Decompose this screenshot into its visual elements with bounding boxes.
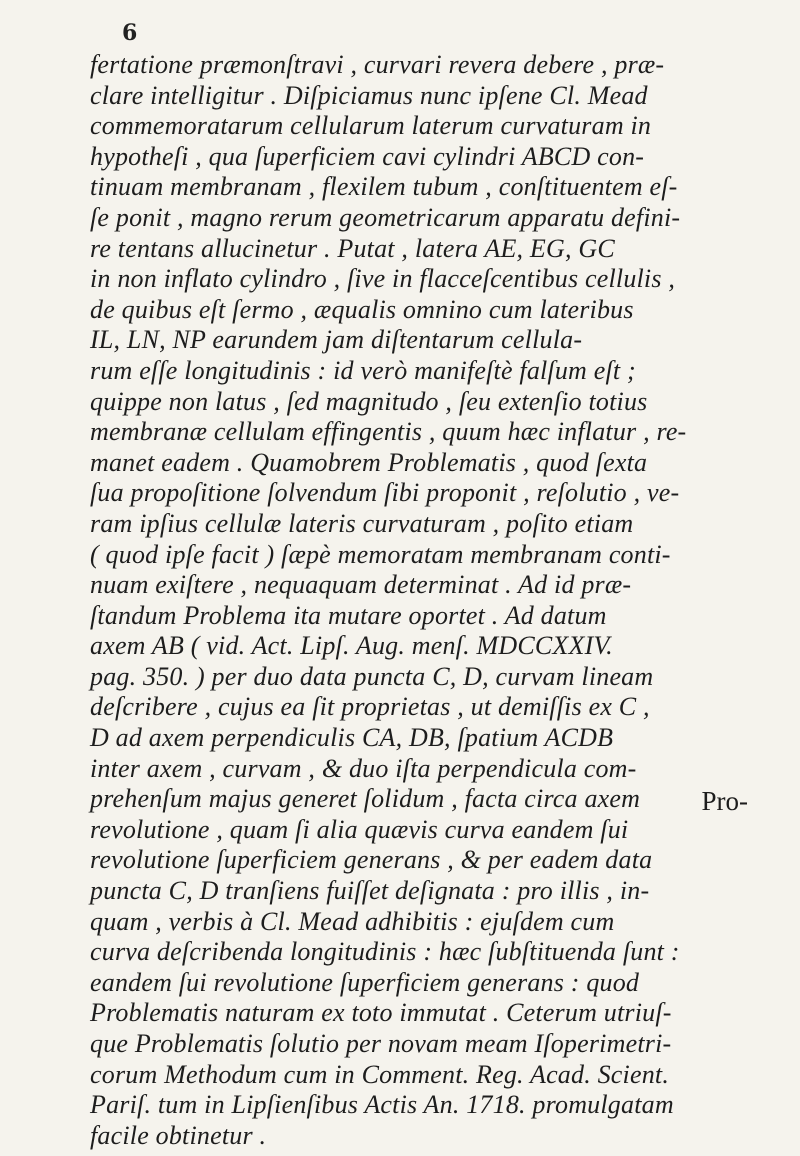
text-line: revolutione , quam ſi alia quævis curva eandem ſui: [90, 814, 629, 844]
text-line: que Problematis ſolutio per novam meam Iſoperimetri-: [90, 1029, 672, 1058]
text-line: curva deſcribenda longitudinis : hæc ſubſtituenda ſunt :: [90, 937, 680, 967]
text-line: pag. 350. ) per duo data puncta C, D, curvam lineam: [90, 661, 654, 691]
text-line: manet eadem . Quamobrem Problematis , quod ſexta: [90, 447, 648, 477]
body-text: [90, 50, 750, 1151]
text-line: prehenſum majus generet ſolidum , facta circa axem: [90, 784, 641, 814]
text-line: quam , verbis à Cl. Mead adhibitis : ejuſdem cum: [90, 906, 615, 936]
text-line: rum eſſe longitudinis : id verò manifeſtè falſum eſt ;: [90, 355, 636, 385]
text-line: revolutione ſuperficiem generans , & per eadem data: [90, 845, 653, 875]
text-line: in non inflato cylindro , ſive in flacceſcentibus cellulis ,: [90, 264, 676, 294]
text-line: de quibus eſt ſermo , æqualis omnino cum lateribus: [90, 294, 634, 324]
text-line: membranæ cellulam effingentis , quum hæc inflatur , re-: [90, 417, 687, 447]
text-line: ram ipſius cellulæ lateris curvaturam , poſito etiam: [90, 508, 634, 538]
text-line: Problematis naturam ex toto immutat . Ceterum utriuſ-: [90, 998, 672, 1028]
text-line: fertatione præmonſtravi , curvari revera debere , præ-: [90, 50, 665, 79]
text-line: D ad axem perpendiculis CA, DB, ſpatium ACDB: [90, 723, 614, 753]
text-line: facile obtinetur .: [90, 1120, 267, 1150]
text-line: puncta C, D tranſiens fuiſſet deſignata : pro illis , in-: [90, 876, 650, 906]
text-line: commemoratarum cellularum laterum curvaturam in: [90, 111, 652, 141]
text-line: ſua propoſitione ſolvendum ſibi proponit , reſolutio , ve-: [90, 478, 680, 508]
text-line: tinuam membranam , flexilem tubum , conſtituentem eſ-: [90, 172, 678, 202]
text-line: hypotheſi , qua ſuperficiem cavi cylindri ABCD con-: [90, 141, 645, 171]
text-line: axem AB ( vid. Act. Lipſ. Aug. menſ. MDCCXXIV.: [90, 631, 613, 661]
text-line: clare intelligitur . Diſpiciamus nunc ipſene Cl. Mead: [90, 80, 648, 110]
text-line: ſtandum Problema ita mutare oportet . Ad datum: [90, 600, 607, 630]
text-line: deſcribere , cujus ea ſit proprietas , ut demiſſis ex C ,: [90, 692, 650, 722]
text-line: inter axem , curvam , & duo iſta perpendicula com-: [90, 753, 637, 783]
text-line: ſe ponit , magno rerum geometricarum apparatu defini-: [90, 202, 681, 232]
text-line: nuam exiſtere , nequaquam determinat . Ad id præ-: [90, 570, 632, 600]
catchword: Pro-: [701, 786, 748, 816]
text-line: corum Methodum cum in Comment. Reg. Acad. Scient.: [90, 1059, 670, 1089]
text-line: re tentans allucinetur . Putat , latera AE, EG, GC: [90, 233, 615, 263]
page-number: 6: [122, 20, 138, 46]
text-line: Pariſ. tum in Lipſienſibus Actis An. 1718. promulgatam: [90, 1090, 674, 1120]
text-line: quippe non latus , ſed magnitudo , ſeu extenſio totius: [90, 386, 648, 416]
text-line: eandem ſui revolutione ſuperficiem generans : quod: [90, 967, 640, 997]
text-line: ( quod ipſe facit ) ſæpè memoratam membranam conti-: [90, 539, 671, 569]
text-line: IL, LN, NP earundem jam diſtentarum cellula-: [90, 325, 583, 355]
